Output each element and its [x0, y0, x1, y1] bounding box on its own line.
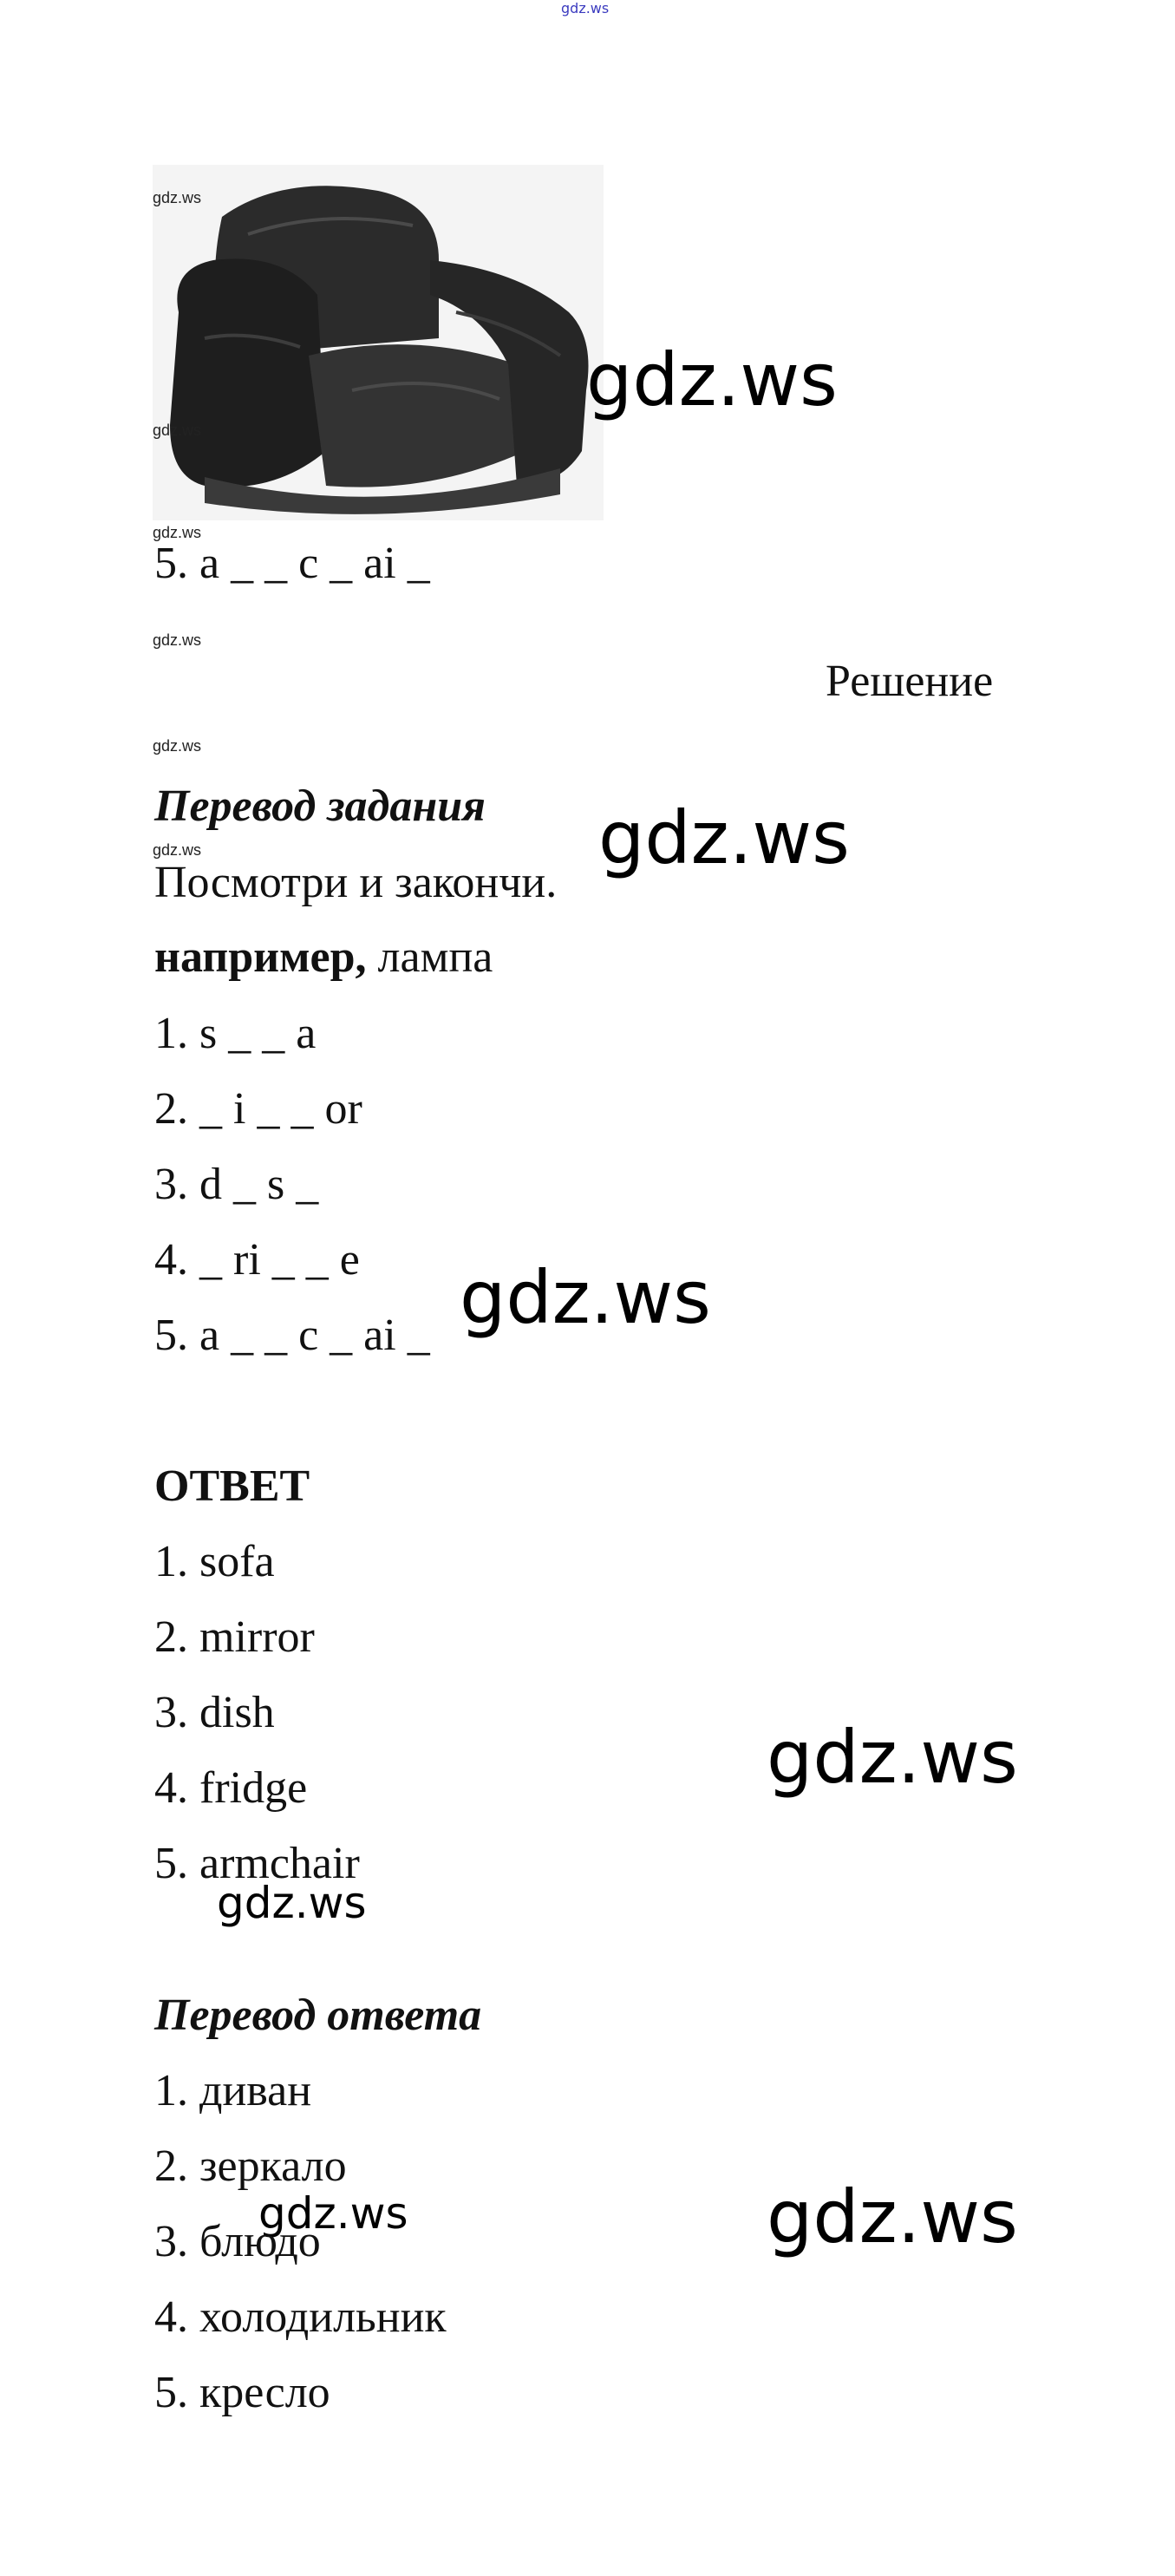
- watermark-medium: gdz.ws: [258, 2188, 408, 2239]
- watermark-small: gdz.ws: [153, 189, 202, 206]
- watermark-small: gdz.ws: [153, 841, 202, 859]
- watermark-small: gdz.ws: [153, 631, 202, 649]
- watermark-medium: gdz.ws: [217, 1878, 367, 1928]
- watermark-small: gdz.ws: [153, 422, 202, 439]
- answer-item: 1. sofa: [154, 1537, 275, 1586]
- answer-item: 2. mirror: [154, 1612, 315, 1662]
- watermark-large: gdz.ws: [767, 2174, 1018, 2259]
- answer-translation-item: 4. холодильник: [154, 2292, 447, 2342]
- translation-item: 5. a _ _ c _ ai _: [154, 1311, 430, 1360]
- watermark-large: gdz.ws: [767, 1715, 1018, 1800]
- translation-item: 2. _ i _ _ or: [154, 1084, 362, 1134]
- watermark-large: gdz.ws: [586, 337, 838, 422]
- translation-instruction: Посмотри и закончи.: [154, 858, 558, 907]
- solution-label: Решение: [826, 657, 994, 706]
- answer-item: 3. dish: [154, 1688, 275, 1737]
- translation-item: 4. _ ri _ _ e: [154, 1235, 360, 1285]
- watermark-large: gdz.ws: [460, 1255, 711, 1340]
- example-label: например,: [154, 932, 367, 982]
- task-item-5: 5. a _ _ c _ ai _: [154, 539, 430, 588]
- armchair-image: [153, 165, 604, 520]
- translation-heading: Перевод задания: [154, 781, 486, 831]
- translation-example: [154, 932, 493, 984]
- translation-item: 3. d _ s _: [154, 1160, 319, 1209]
- watermark-small: gdz.ws: [153, 524, 202, 541]
- answer-item: 5. armchair: [154, 1839, 360, 1888]
- answer-translation-item: 1. диван: [154, 2066, 312, 2115]
- answer-heading: ОТВЕТ: [154, 1461, 310, 1511]
- example-word: лампа: [366, 932, 493, 982]
- answer-translation-item: 3. блюдо: [154, 2217, 321, 2266]
- watermark-large: gdz.ws: [598, 795, 850, 880]
- answer-translation-item: 5. кресло: [154, 2368, 330, 2417]
- site-mark[interactable]: gdz.ws: [561, 0, 610, 16]
- translation-item: 1. s _ _ a: [154, 1009, 317, 1058]
- answer-translation-heading: Перевод ответа: [154, 1991, 482, 2040]
- watermark-small: gdz.ws: [153, 737, 202, 755]
- answer-item: 4. fridge: [154, 1763, 308, 1813]
- answer-translation-item: 2. зеркало: [154, 2141, 347, 2191]
